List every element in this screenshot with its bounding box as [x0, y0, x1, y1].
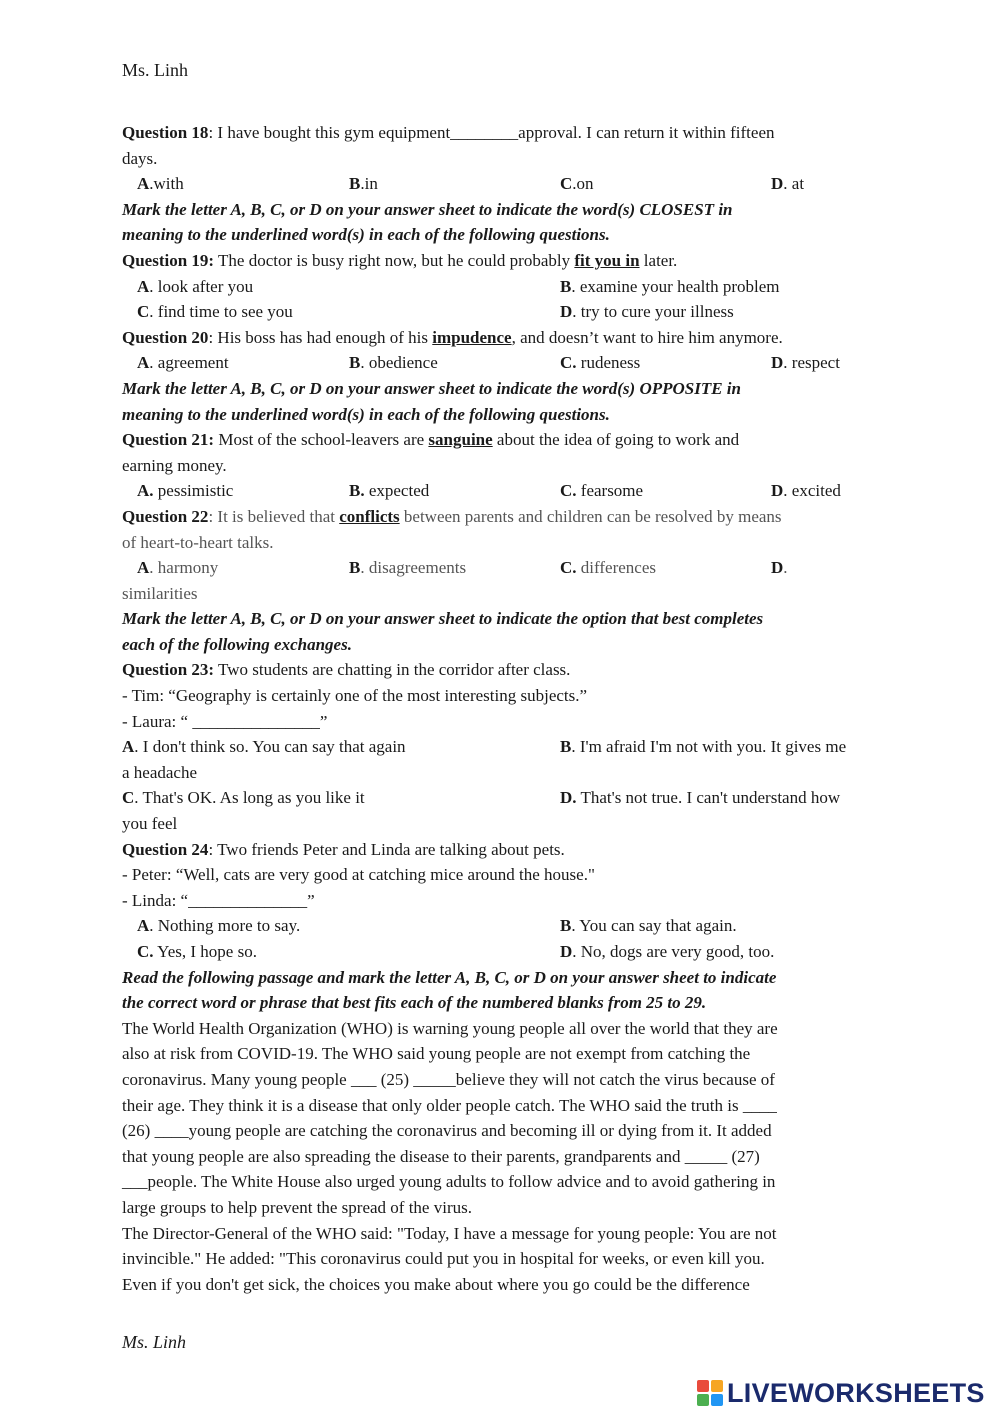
option-b[interactable]: B. obedience — [349, 353, 438, 373]
logo-text: LIVEWORKSHEETS — [727, 1377, 985, 1408]
underlined-word: sanguine — [428, 430, 493, 450]
instruction-passage: Read the following passage and mark the letter A, B, C, or D on your answer sheet to indicate — [122, 967, 777, 987]
option-b-continued: a headache — [122, 762, 198, 782]
option-c[interactable]: C.on — [560, 174, 594, 194]
passage-line: also at risk from COVID-19. The WHO said young people are not exempt from catching the — [122, 1044, 751, 1064]
passage-line: coronavirus. Many young people ___ (25) _____believe they will not catch the virus because of — [122, 1069, 775, 1089]
option-b[interactable]: B. disagreements — [349, 558, 467, 578]
underlined-word: impudence — [432, 327, 512, 347]
option-b[interactable]: B.in — [349, 174, 378, 194]
option-c[interactable]: C. differences — [560, 558, 656, 578]
question-21: Question 21: Most of the school-leavers are sanguine about the idea of going to work and — [122, 430, 740, 450]
logo-square — [711, 1380, 723, 1392]
question-18: Question 18: I have bought this gym equipment________approval. I can return it within fifteen — [122, 123, 775, 142]
question-23-options-row1 — [122, 734, 882, 760]
option-a[interactable]: A. look after you — [137, 276, 254, 296]
question-24-options-row1 — [122, 913, 882, 939]
option-a[interactable]: A. pessimistic — [137, 481, 234, 501]
liveworksheets-logo — [697, 1377, 985, 1409]
logo-square — [711, 1394, 723, 1406]
option-d-continued: you feel — [122, 814, 178, 834]
underlined-word: conflicts — [339, 506, 400, 526]
passage-line: their age. They think it is a disease that only older people catch. The WHO said the truth is ____ — [122, 1095, 777, 1115]
option-a[interactable]: A. I don't think so. You can say that again — [122, 737, 406, 757]
option-d[interactable]: D. No, dogs are very good, too. — [560, 942, 775, 961]
option-c[interactable]: C. That's OK. As long as you like it — [122, 788, 365, 808]
instruction-exchanges: Mark the letter A, B, C, or D on your answer sheet to indicate the option that best completes — [122, 609, 764, 629]
question-19: Question 19: The doctor is busy right now, but he could probably fit you in later. — [122, 250, 678, 270]
question-label: Question 18 — [122, 123, 209, 142]
option-c[interactable]: C. fearsome — [560, 481, 644, 501]
question-24-options-row2 — [122, 939, 882, 965]
option-d[interactable]: D. That's not true. I can't understand how — [560, 788, 841, 808]
dialogue-line: - Laura: “ _______________” — [122, 711, 328, 731]
worksheet-content: Question 18: I have bought this gym equipment________approval. I can return it within fifteen days. A.with B.in C.on D. at Mark the letter A, B, C, or D on your answer sheet to indicate the word(s) CLOSEST in meaning to the underlined word(s) in each of the following questions. Question 19: The doctor is busy right now, but he could probably fit you in later. A. look after you B. examine your health problem C. find time to see you D. try to cure your illness Question 20: His boss has had enough of his impudence, and doesn’t want to hire him anymore. A. agreement B. obedience C. rudeness D. respect Mark the letter A, B, C, or D on your answer sheet to indicate the word(s) OPPOSITE in meaning to the underlined word(s) in each of the following questions. Question 21: Most of the school-leavers are sanguine about the idea of going to work and earning money. A. pessimistic B. expected C. fearsome D. excited Question 22: It is believed that conflicts between parents and children can be resolved by means of heart-to-heart talks. A. harmony B. disagreements C. differences D. similarities Mark the letter A, B, C, or D on your answer sheet to indicate the option that best completes each of the following exchanges. Question 23: Two students are chatting in the corridor after class. - Tim: “Geography is certainly one of the most interesting subjects.” - Laura: “ _______________” A. I don't think so. You can say that again B. I'm afraid I'm not with you. It gives me a headache C. That's OK. As long as you like it D. That's not true. I can't understand how you feel Question 24: Two friends Peter and Linda are talking about pets. - Peter: “Well, cats are very good at catching mice around the house." - Linda: “______________” A. Nothing more to say. B. You can say that again. C. Yes, I hope so. D. No, dogs are very good, too. Read the following passage and mark the letter A, B, C, or D on your answer sheet to indicate the correct word or phrase that best fits each of the numbered blanks from 25 to 29. The World Health Organization (WHO) is warning young people all over the world that they are also at risk from COVID-19. The WHO said young people are not exempt from catching the coronavirus. Many young people ___ (25) _____believe they will not catch the virus because of their age. They think it is a disease that only older people catch. The WHO said the truth is ____ (26) ____young people are catching the coronavirus and becoming ill or dying from it. It added that young people are also spreading the disease to their parents, grandparents and _____ (27) ___people. The White House also urged young adults to follow advice and to avoid gathering in large groups to help prevent the spread of the virus. The Director-General of the WHO said: "Today, I have a message for young people: You are not invincible." He added: "This coronavirus could put you in hospital for weeks, or even kill you. Even if you don't get sick, the choices you make about where you go could be the difference — [122, 120, 882, 1297]
option-c[interactable]: C. find time to see you — [137, 302, 293, 322]
question-19-options-row2 — [122, 299, 882, 325]
option-a[interactable]: A.with — [137, 174, 184, 194]
option-d[interactable]: D. excited — [771, 481, 841, 501]
reading-passage — [122, 1016, 882, 1298]
underlined-word: fit you in — [574, 250, 640, 270]
option-c[interactable]: C. rudeness — [560, 353, 641, 373]
option-a[interactable]: A. harmony — [137, 558, 219, 578]
question-20: Question 20: His boss has had enough of his impudence, and doesn’t want to hire him anymore. — [122, 327, 783, 347]
question-19-options-row1 — [122, 274, 882, 300]
option-d[interactable]: D. try to cure your illness — [560, 302, 734, 322]
passage-line: ___people. The White House also urged young adults to follow advice and to avoid gathering in — [122, 1172, 776, 1192]
option-b[interactable]: B. examine your health problem — [560, 276, 780, 296]
passage-line: Even if you don't get sick, the choices you make about where you go could be the difference — [122, 1274, 750, 1294]
question-23-options-row2 — [122, 785, 882, 811]
option-d[interactable]: D. — [771, 558, 788, 578]
question-21-options — [122, 478, 882, 504]
question-22: Question 22: It is believed that conflicts between parents and children can be resolved by means — [122, 506, 782, 526]
liveworksheets-logo-icon — [697, 1380, 723, 1406]
page-footer-author: Ms. Linh — [122, 1332, 187, 1352]
question-18-options — [122, 171, 882, 197]
question-23: Question 23: Two students are chatting in the corridor after class. — [122, 660, 571, 680]
option-a[interactable]: A. agreement — [137, 353, 229, 373]
option-d[interactable]: D. respect — [771, 353, 840, 373]
logo-square — [697, 1380, 709, 1392]
page-header-author: Ms. Linh — [122, 60, 189, 80]
question-24: Question 24: Two friends Peter and Linda are talking about pets. — [122, 839, 565, 859]
option-d[interactable]: D. at — [771, 174, 805, 194]
instruction-opposite: Mark the letter A, B, C, or D on your answer sheet to indicate the word(s) OPPOSITE in — [122, 378, 741, 398]
option-b[interactable]: B. expected — [349, 481, 430, 501]
passage-line: The Director-General of the WHO said: "Today, I have a message for young people: You are not — [122, 1223, 777, 1243]
instruction-closest: Mark the letter A, B, C, or D on your answer sheet to indicate the word(s) CLOSEST in — [122, 199, 733, 219]
option-d-text: similarities — [122, 583, 198, 603]
dialogue-line: - Tim: “Geography is certainly one of the most interesting subjects.” — [122, 686, 588, 706]
option-b[interactable]: B. I'm afraid I'm not with you. It gives me — [560, 737, 847, 757]
logo-square — [697, 1394, 709, 1406]
option-b[interactable]: B. You can say that again. — [560, 916, 737, 936]
passage-line: invincible." He added: "This coronavirus could put you in hospital for weeks, or even kill you. — [122, 1249, 765, 1269]
question-20-options — [122, 350, 882, 376]
question-22-options — [122, 555, 882, 581]
dialogue-line: - Peter: “Well, cats are very good at catching mice around the house." — [122, 865, 595, 885]
option-a[interactable]: A. Nothing more to say. — [137, 916, 301, 936]
passage-line: (26) ____young people are catching the coronavirus and becoming ill or dying from it. It added — [122, 1121, 772, 1141]
passage-line: that young people are also spreading the disease to their parents, grandparents and _____ (27) — [122, 1146, 760, 1166]
dialogue-line: - Linda: “______________” — [122, 890, 315, 910]
option-c[interactable]: C. Yes, I hope so. — [137, 942, 257, 961]
passage-line: large groups to help prevent the spread of the virus. — [122, 1197, 472, 1217]
passage-line: The World Health Organization (WHO) is warning young people all over the world that they are — [122, 1018, 778, 1038]
